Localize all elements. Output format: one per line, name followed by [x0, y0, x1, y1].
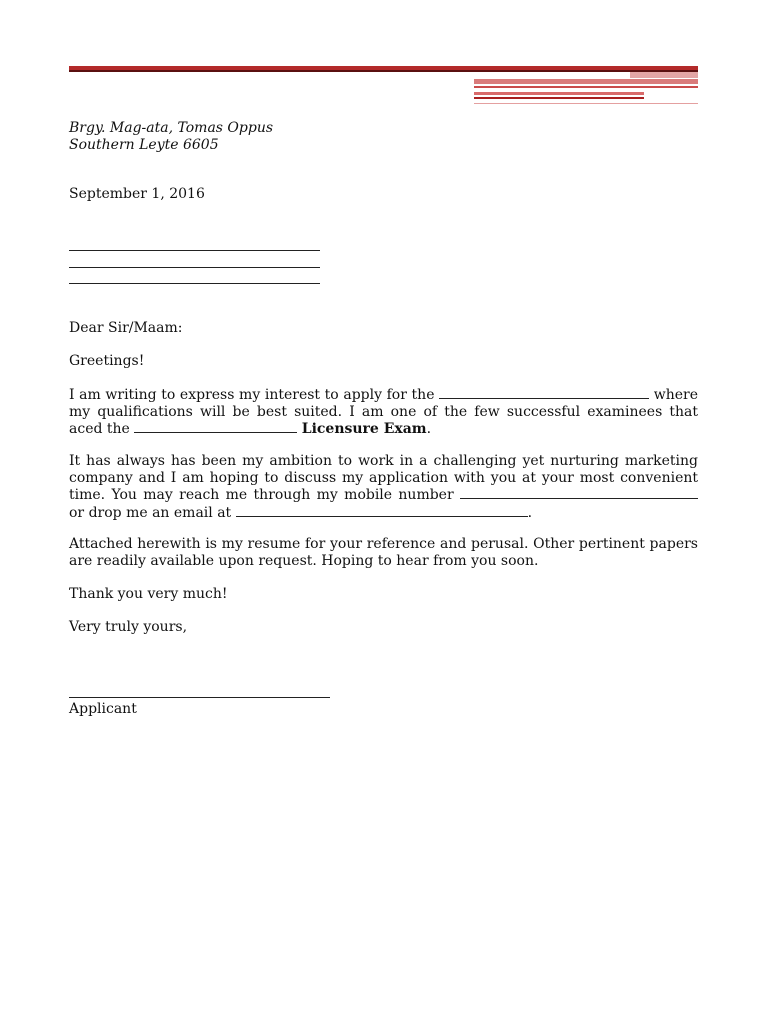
thank-you-line: Thank you very much!: [69, 586, 228, 602]
recipient-line-3: [69, 283, 320, 284]
header-bar-accent-4: [474, 92, 644, 95]
paragraph2-text-1: It has always has been my ambition to work in a challenging yet nurturing marketing company and I am hoping to discuss my application with you at your most convenient time. You may reach me through my mobile number: [69, 453, 698, 503]
exam-label: Licensure Exam: [301, 421, 427, 437]
recipient-line-2: [69, 267, 320, 268]
greeting: Greetings!: [69, 353, 145, 369]
paragraph2-text-2: or drop me an email at: [69, 504, 232, 521]
mobile-number-blank: [460, 486, 698, 499]
header-bar-main-shadow: [69, 70, 698, 72]
signature-label: Applicant: [69, 701, 137, 717]
closing-line: Very truly yours,: [69, 619, 188, 635]
paragraph1-text-2: where my qualifications will be best suited. I am one of the few successful examinees that aced the: [69, 387, 698, 437]
recipient-line-1: [69, 250, 320, 251]
position-blank: [439, 386, 649, 399]
header-bar-accent-2: [474, 79, 698, 84]
header-bar-accent-1: [630, 72, 698, 78]
header-bar-accent-5: [474, 97, 644, 99]
sender-address: [69, 120, 273, 154]
paragraph-ambition: [69, 453, 698, 521]
address-line-1: Brgy. Mag-ata, Tomas Oppus: [69, 120, 274, 136]
paragraph-attachments: Attached herewith is my resume for your reference and perusal. Other pertinent papers are readily available upon request. Hoping to hear from you soon.: [69, 536, 698, 569]
paragraph1-end: .: [426, 421, 432, 437]
address-line-2: Southern Leyte 6605: [69, 137, 219, 153]
paragraph1-text-1: I am writing to express my interest to apply for the: [69, 387, 435, 403]
paragraph2-end: .: [527, 504, 533, 521]
letter-date: September 1, 2016: [69, 186, 205, 202]
salutation: Dear Sir/Maam:: [69, 320, 183, 336]
email-blank: [236, 504, 528, 517]
header-bar-accent-6: [474, 103, 698, 104]
signature-line: [69, 697, 330, 698]
exam-blank: [134, 420, 297, 433]
paragraph-application: [69, 386, 698, 438]
header-bar-accent-3: [474, 86, 698, 88]
